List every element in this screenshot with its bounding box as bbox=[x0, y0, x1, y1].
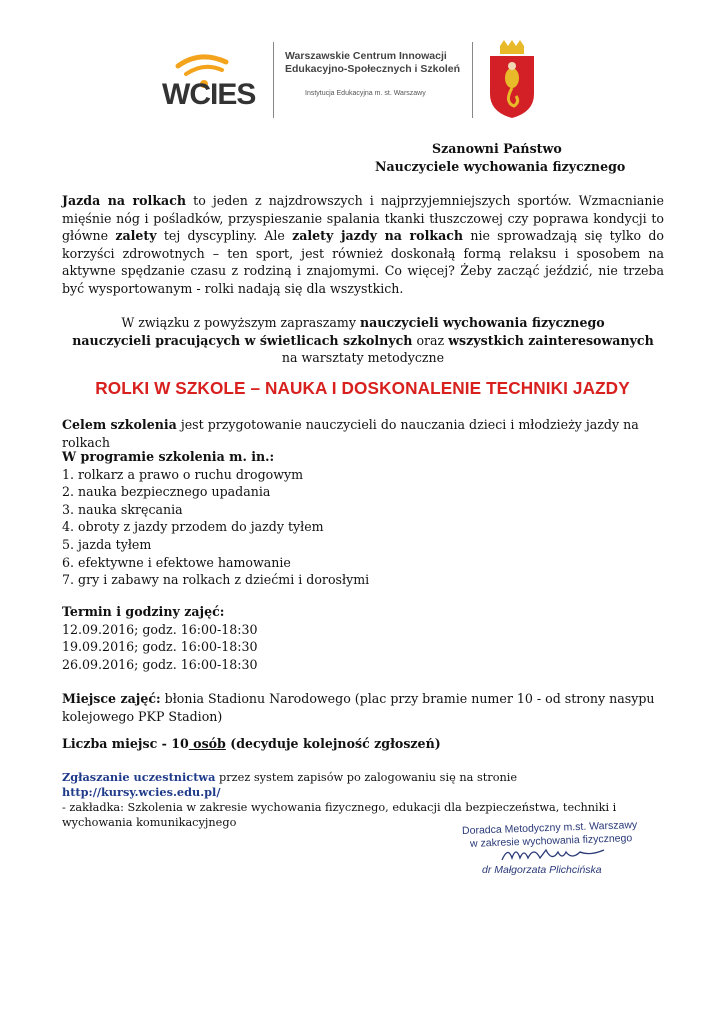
intro-paragraph bbox=[62, 192, 664, 297]
invite-bold-2: nauczycieli pracujących w świetlicach szkolnych bbox=[72, 332, 413, 348]
greeting-line1: Szanowni Państwo bbox=[432, 141, 562, 156]
stamp-line2: w zakresie wychowania fizycznego bbox=[469, 832, 633, 850]
invite-text-1: W związku z powyższym zapraszamy bbox=[121, 315, 360, 330]
place-section bbox=[62, 690, 662, 725]
schedule-date: 12.09.2016; godz. 16:00-18:30 bbox=[62, 621, 258, 637]
org-name-line1: Warszawskie Centrum Innowacji bbox=[285, 50, 447, 62]
program-item: 4. obroty z jazdy przodem do jazdy tyłem bbox=[62, 519, 324, 535]
intro-bold-2: zalety bbox=[115, 228, 157, 243]
schedule-heading: Termin i godziny zajęć: bbox=[62, 604, 225, 619]
program-item: 5. jazda tyłem bbox=[62, 536, 152, 552]
intro-text-2: tej dyscypliny. Ale bbox=[156, 228, 293, 243]
header-divider-2 bbox=[472, 42, 473, 118]
intro-bold-1: Jazda na rolkach bbox=[62, 193, 187, 208]
program-section bbox=[62, 448, 662, 589]
seats-section bbox=[62, 735, 662, 753]
program-item: 7. gry i zabawy na rolkach z dziećmi i dorosłymi bbox=[62, 572, 370, 588]
org-subtitle: Instytucja Edukacyjna m. st. Warszawy bbox=[305, 90, 426, 97]
seats-post: (decyduje kolejność zgłoszeń) bbox=[225, 736, 441, 751]
training-goal bbox=[62, 416, 682, 451]
invite-line3: na warsztaty metodyczne bbox=[281, 350, 445, 365]
signature-stamp bbox=[440, 818, 640, 880]
registration-url-link[interactable]: http://kursy.wcies.edu.pl/ bbox=[62, 785, 221, 799]
intro-text-1: to jeden z najzdrowszych i najprzyjemniejszych sportów. Wzmacnianie mięśnie nóg i pośladków, przyspieszanie spalania tkanki tłuszczowej czy poprawa kondycji to główne bbox=[62, 193, 664, 243]
org-name-line2: Edukacyjno-Społecznych i Szkoleń bbox=[285, 63, 461, 75]
goal-text: jest przygotowanie nauczycieli do nauczania dzieci i młodzieży jazdy na rolkach bbox=[62, 417, 639, 450]
greeting bbox=[360, 140, 660, 175]
signature-name: dr Małgorzata Plichcińska bbox=[482, 864, 602, 876]
handwritten-signature bbox=[500, 842, 610, 866]
schedule-section bbox=[62, 603, 662, 673]
page-title: ROLKI W SZKOLE – NAUKA I DOSKONALENIE TECHNIKI JAZDY bbox=[95, 378, 630, 398]
greeting-line2: Nauczyciele wychowania fizycznego bbox=[375, 158, 626, 174]
program-item: 2. nauka bezpiecznego upadania bbox=[62, 484, 271, 500]
program-item: 1. rolkarz a prawo o ruchu drogowym bbox=[62, 466, 304, 482]
header-divider bbox=[273, 42, 274, 118]
warsaw-crest-icon bbox=[482, 40, 542, 118]
intro-text-3: nie sprowadzają się tylko do korzyści zdrowotnych – ten sport, jest również doskonałą formą relaksu i sposobem na aktywne spędzanie czasu z rodziną i znajomymi. Co więcej? Żeby zacząć jeździć, nie trzeba być wysportowanym - rolki nadają się dla wszystkich. bbox=[62, 228, 664, 296]
wcies-logo bbox=[160, 48, 270, 118]
invite-text-2: oraz bbox=[412, 332, 449, 348]
intro-bold-3: zalety jazdy na rolkach bbox=[292, 228, 464, 243]
logo-wordmark: WCIES bbox=[162, 78, 256, 111]
goal-label: Celem szkolenia bbox=[62, 417, 177, 432]
seats-pre: Liczba miejsc - 10 bbox=[62, 736, 189, 751]
registration-text: przez system zapisów po zalogowaniu się na stronie bbox=[215, 771, 518, 784]
program-heading: W programie szkolenia m. in.: bbox=[62, 449, 275, 464]
seats-under: osób bbox=[188, 736, 226, 751]
program-item: 6. efektywne i efektowe hamowanie bbox=[62, 554, 291, 570]
invite-bold-3: wszystkich zainteresowanych bbox=[448, 332, 654, 348]
schedule-date: 19.09.2016; godz. 16:00-18:30 bbox=[62, 639, 258, 655]
schedule-date: 26.09.2016; godz. 16:00-18:30 bbox=[62, 656, 258, 672]
stamp-line1: Doradca Metodyczny m.st. Warszawy bbox=[461, 818, 638, 838]
org-name bbox=[285, 50, 470, 97]
invitation bbox=[62, 314, 664, 367]
place-label: Miejsce zajęć: bbox=[62, 691, 161, 706]
registration-tab: - zakładka: Szkolenia w zakresie wychowania fizycznego, edukacji dla bezpieczeństwa, techniki i wychowania komunikacyjnego bbox=[62, 801, 617, 829]
invite-bold-1: nauczycieli wychowania fizycznego bbox=[359, 315, 605, 330]
place-text: błonia Stadionu Narodowego (plac przy bramie numer 10 - od strony nasypu kolejowego PKP Stadion) bbox=[62, 691, 655, 724]
registration-lead: Zgłaszanie uczestnictwa bbox=[62, 770, 216, 784]
program-item: 3. nauka skręcania bbox=[62, 501, 183, 517]
